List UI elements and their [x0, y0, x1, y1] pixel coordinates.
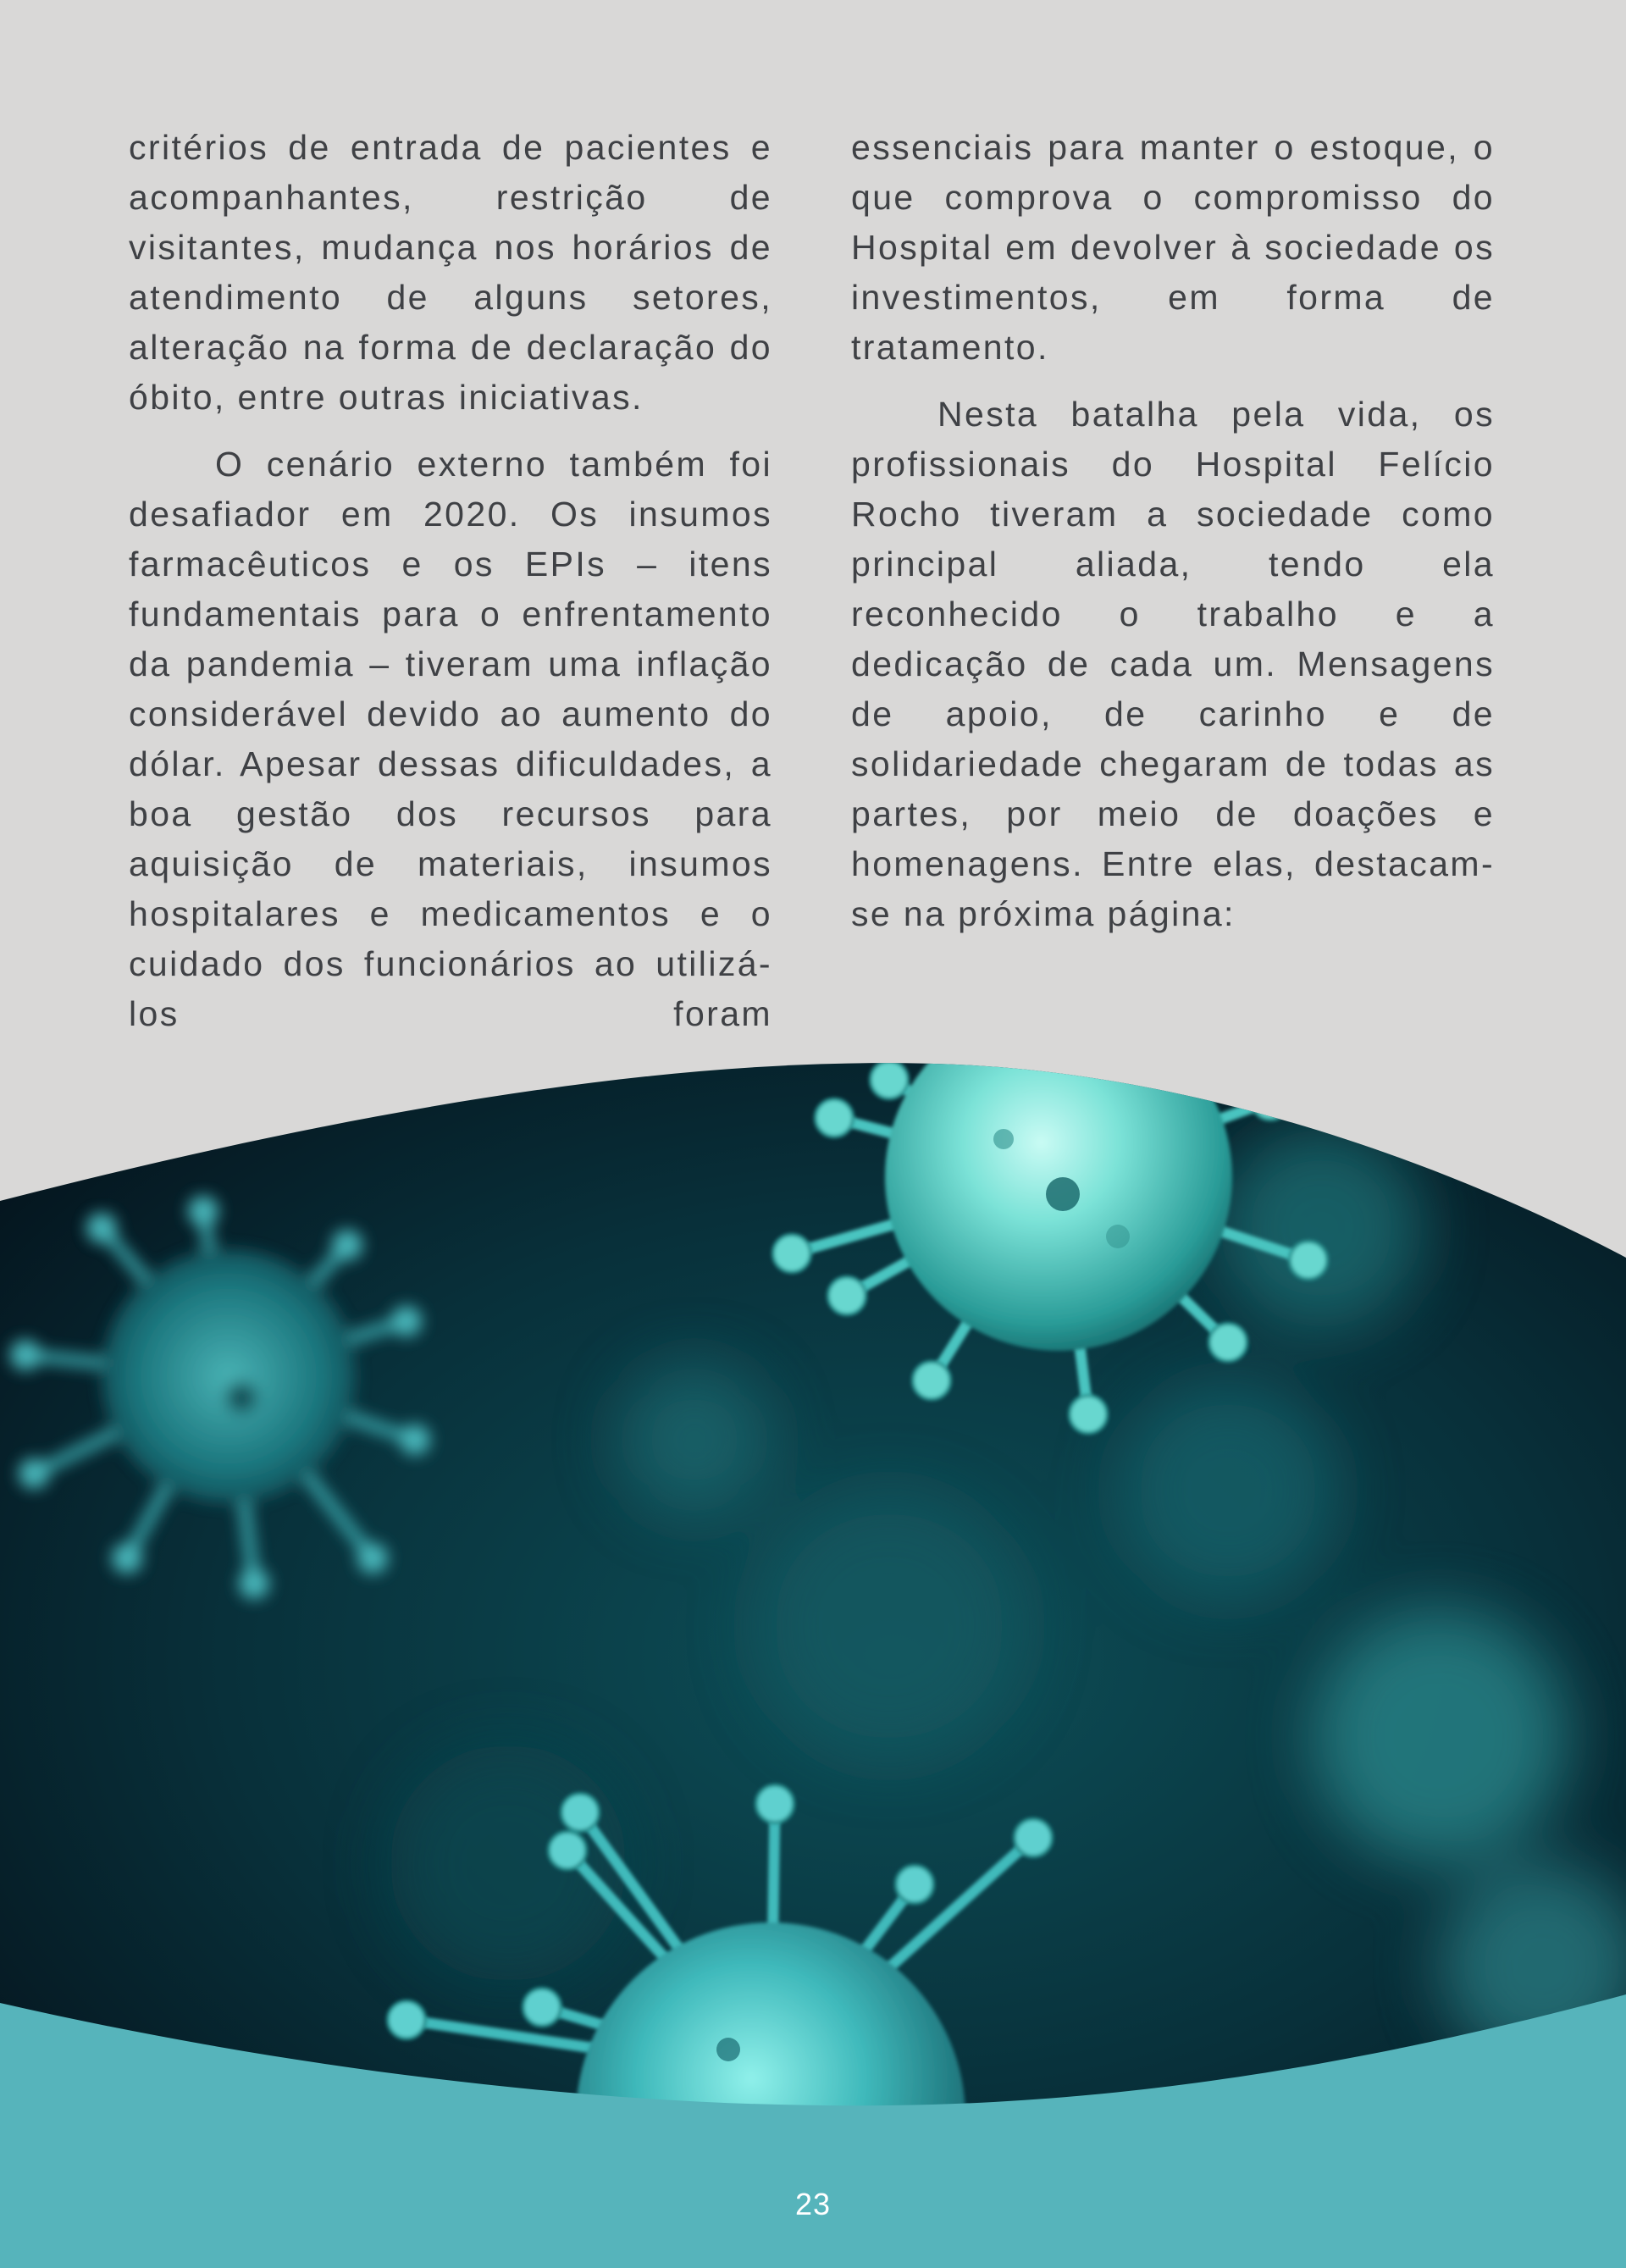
virus-illustration: [0, 1050, 1626, 2268]
page-number: 23: [794, 2187, 832, 2221]
text-column-left: [129, 123, 772, 1056]
text-column-right: [851, 123, 1495, 956]
paragraph: O cenário externo também foi desafiador em 2020. Os insumos farmacêuticos e os EPIs – itens fundamentais para o enfrentamento da pandemia – tiveram uma inflação considerável devido ao aumento do dólar. Apesar dessas dificuldades, a boa gestão dos recursos para aquisição de materiais, insumos hospitalares e medicamentos e o cuidado dos funcionários ao utilizá-los foram: [129, 445, 772, 1033]
paragraph: Nesta batalha pela vida, os profissionais do Hospital Felício Rocho tiveram a sociedade como principal aliada, tendo ela reconhecido o trabalho e a dedicação de cada um. Mensagens de apoio, de carinho e de solidariedade chegaram de todas as partes, por meio de doações e homenagens. Entre elas, destacam-se na próxima página:: [851, 395, 1495, 933]
paragraph: essenciais para manter o estoque, o que comprova o compromisso do Hospital em devolver à sociedade os investimentos, em forma de tratamento.: [851, 128, 1495, 367]
paragraph: critérios de entrada de pacientes e acompanhantes, restrição de visitantes, mudança nos horários de atendimento de alguns setores, alteração na forma de declaração do óbito, entre outras iniciativas.: [129, 128, 772, 417]
